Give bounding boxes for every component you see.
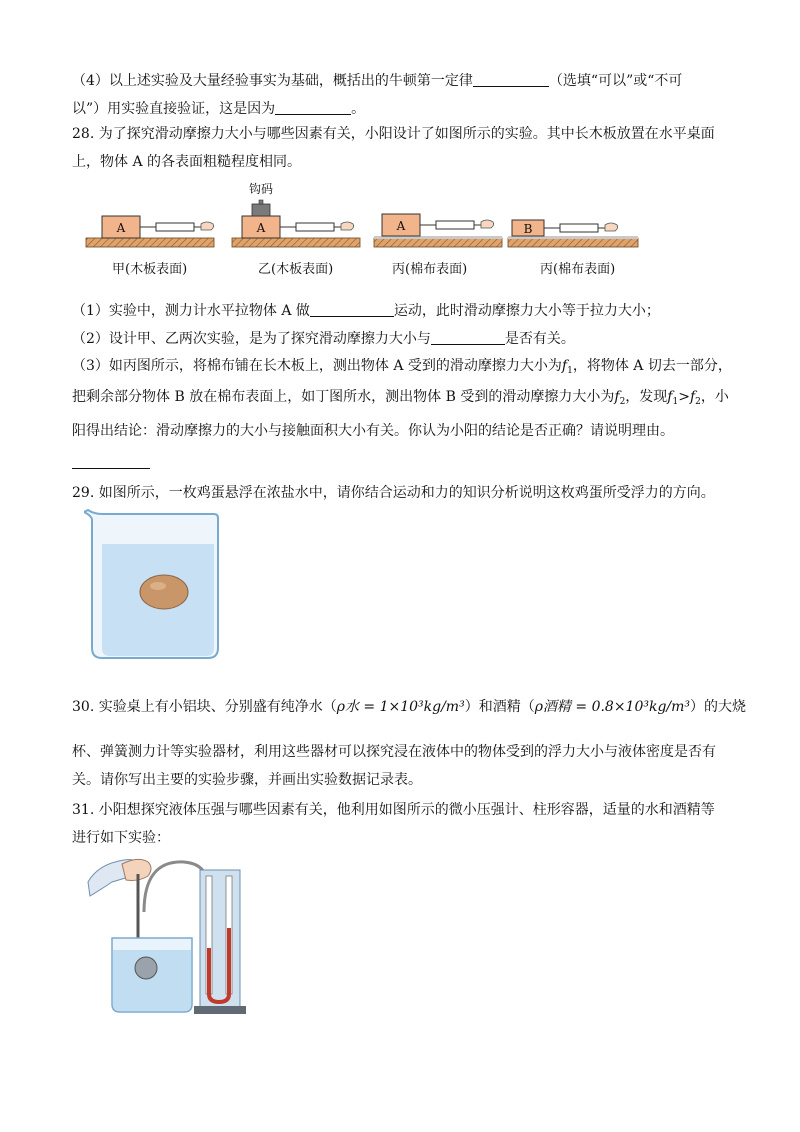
answer-blank[interactable] bbox=[72, 454, 150, 469]
q27-part4-line1: （4）以上述实验及大量经验事实为基础，概括出的牛顿第一定律 （选填“可以”或“不可 bbox=[72, 73, 683, 89]
liquid-right bbox=[227, 928, 231, 994]
beaker-svg bbox=[84, 504, 224, 662]
svg-text:A: A bbox=[256, 221, 266, 235]
hand-icon bbox=[201, 222, 214, 230]
setup-ding bbox=[508, 220, 638, 247]
svg-text:B: B bbox=[523, 222, 533, 236]
q27-part4-line2: 以”）用实验直接验证，这是因为 。 bbox=[72, 101, 366, 117]
answer-blank[interactable] bbox=[275, 100, 351, 115]
answer-blank[interactable] bbox=[310, 302, 394, 317]
q31-line1: 31. 小阳想探究液体压强与哪些因素有关，他利用如图所示的微小压强计、柱形容器，适量的水和酒精等 bbox=[72, 802, 715, 818]
egg-beaker-figure bbox=[84, 504, 224, 662]
q28-text-line1: 28. 为了探究滑动摩擦力大小与哪些因素有关，小阳设计了如图所示的实验。其中长木板放置在水平桌面 bbox=[72, 126, 715, 142]
setup-bing bbox=[374, 214, 502, 247]
q28-sub3-line1: （3）如丙图所示，将棉布铺在长木板上，测出物体 A 受到的滑动摩擦力大小为$f_1$，将物体 A 切去一部分， bbox=[72, 358, 732, 376]
gauge-base bbox=[194, 1006, 246, 1014]
hand-icon bbox=[481, 220, 494, 228]
rho-water-formula: ρ水 = 1×10³kg/m³ bbox=[336, 699, 465, 715]
q28-sub1: （1）实验中，测力计水平拉物体 A 做 运动，此时滑动摩擦力大小等于拉力大小； bbox=[72, 303, 660, 319]
svg-text:A: A bbox=[116, 221, 126, 235]
q30-line2: 杯、弹簧测力计等实验器材，利用这些器材可以探究浸在液体中的物体受到的浮力大小与液体密度是否有 bbox=[72, 744, 716, 760]
probe-icon bbox=[135, 957, 157, 979]
q28-sub3-line2: 把剩余部分物体 B 放在棉布表面上，如丁图所水，测出物体 B 受到的滑动摩擦力大小为$f_2$，发现$f_1>f_2$，小 bbox=[72, 389, 729, 407]
q31-line2: 进行如下实验： bbox=[72, 830, 170, 846]
rho-alcohol-formula: ρ酒精 = 0.8×10³kg/m³ bbox=[534, 699, 691, 715]
caption-jia: 甲(木板表面) bbox=[112, 262, 188, 277]
hand-icon bbox=[341, 222, 354, 230]
pressure-gauge-svg bbox=[86, 852, 256, 1017]
caption-yi: 乙(木板表面) bbox=[258, 262, 334, 277]
hand-icon bbox=[605, 223, 618, 231]
caption-bing: 丙(棉布表面) bbox=[392, 262, 468, 277]
answer-blank[interactable] bbox=[431, 330, 505, 345]
q30-line1: 30. 实验桌上有小铝块、分别盛有纯净水（ρ水 = 1×10³kg/m³）和酒精（ρ酒精 = 0.8×10³kg/m³）的大烧 bbox=[72, 699, 747, 715]
q29-text: 29. 如图所示，一枚鸡蛋悬浮在浓盐水中，请你结合运动和力的知识分析说明这枚鸡蛋所受浮力的方向。 bbox=[72, 485, 715, 501]
q30-line3: 关。请你写出主要的实验步骤，并画出实验数据记录表。 bbox=[72, 772, 422, 788]
svg-text:A: A bbox=[396, 219, 406, 233]
setup-jia bbox=[86, 216, 214, 247]
setup-yi bbox=[232, 182, 360, 247]
q28-text-line2: 上，物体 A 的各表面粗糙程度相同。 bbox=[72, 154, 302, 170]
q28-sub3-line3: 阳得出结论：滑动摩擦力的大小与接触面积大小有关。你认为小阳的结论是否正确？请说明理由。 bbox=[72, 423, 674, 439]
egg-icon bbox=[140, 575, 188, 609]
liquid-left bbox=[207, 948, 211, 994]
weight-icon bbox=[252, 204, 270, 216]
q28-sub2: （2）设计甲、乙两次实验，是为了探究滑动摩擦力大小与 是否有关。 bbox=[72, 331, 575, 347]
svg-text:钩码: 钩码 bbox=[248, 182, 274, 196]
caption-ding: 丙(棉布表面) bbox=[540, 262, 616, 277]
pressure-gauge-figure bbox=[86, 852, 256, 1017]
answer-blank[interactable] bbox=[473, 72, 549, 87]
